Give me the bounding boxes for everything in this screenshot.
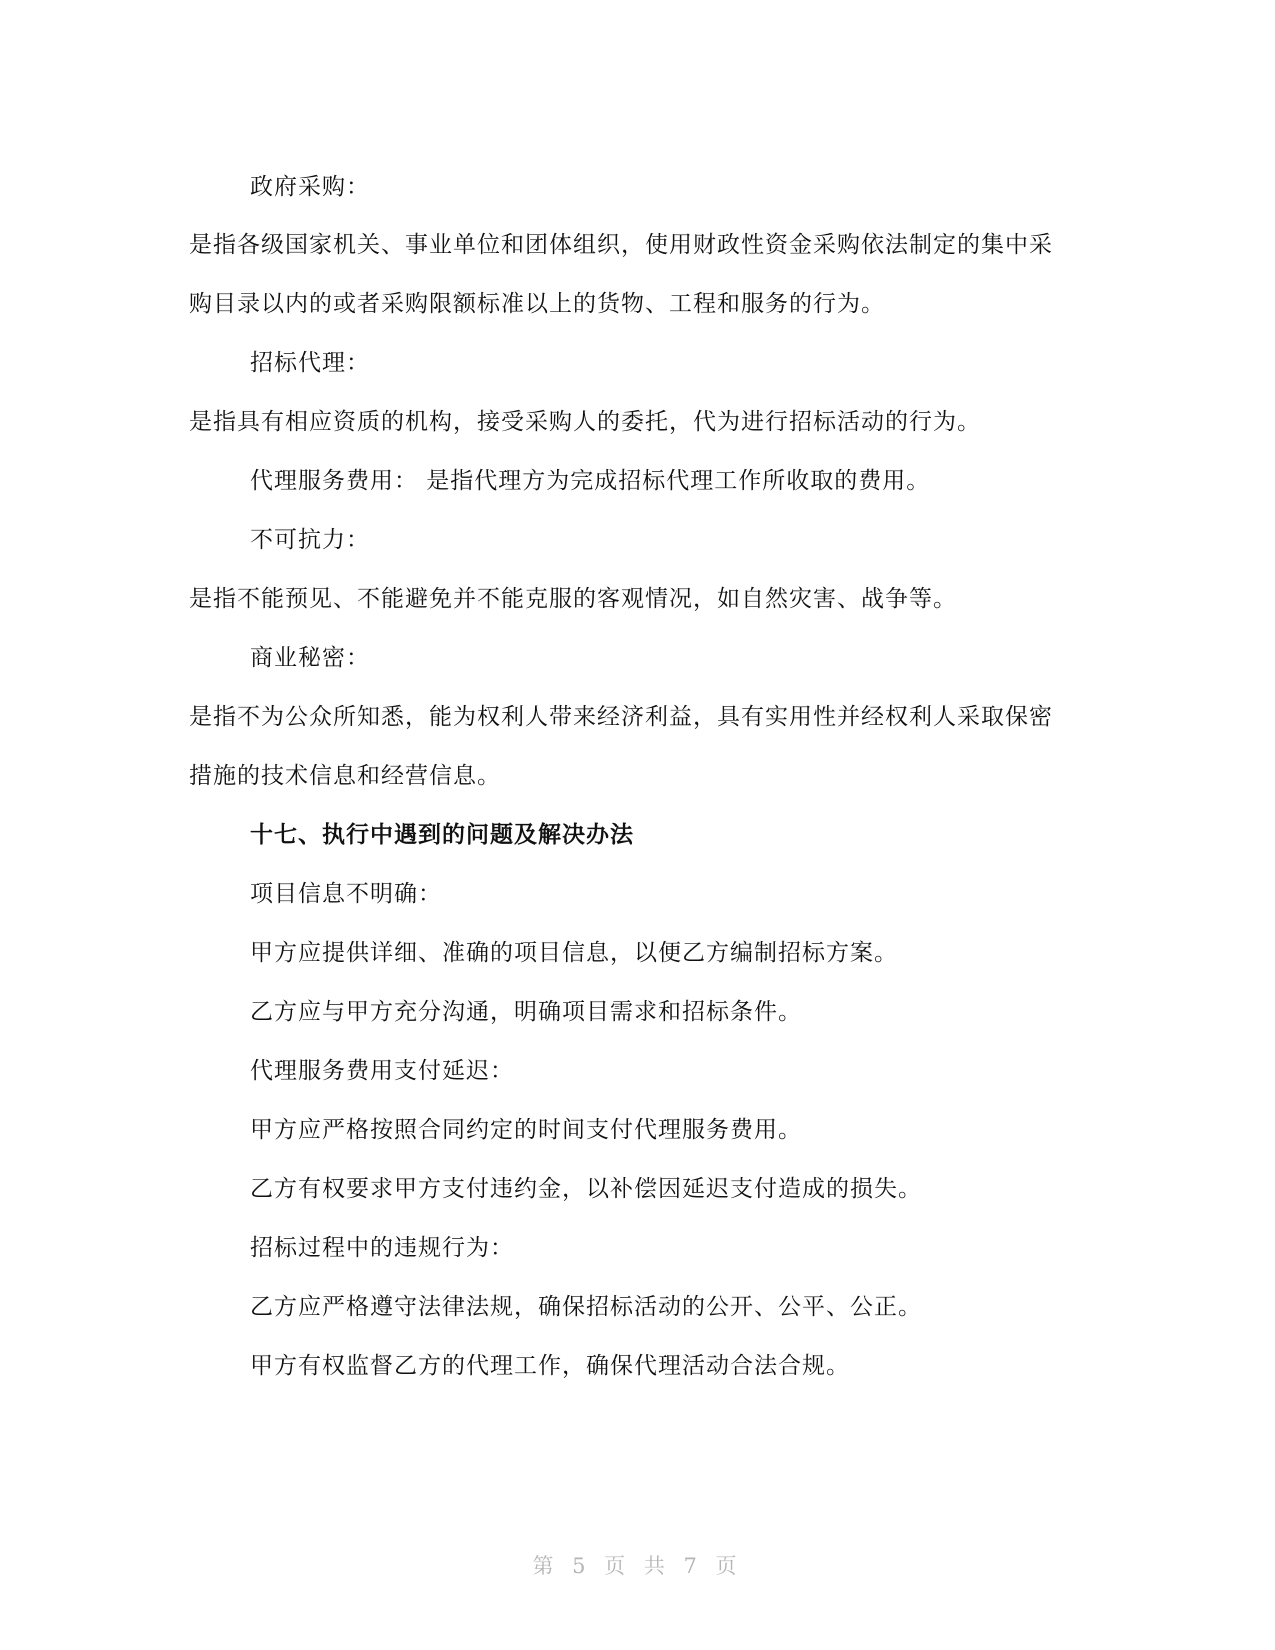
definition-line: 是指具有相应资质的机构，接受采购人的委托，代为进行招标活动的行为。 bbox=[189, 409, 981, 435]
term-heading-trade-secret: 商业秘密： bbox=[250, 645, 370, 671]
term-heading-government-procurement: 政府采购： bbox=[250, 174, 370, 200]
term-agency-service-fee: 代理服务费用： 是指代理方为完成招标代理工作所收取的费用。 bbox=[250, 468, 931, 494]
definition-line: 措施的技术信息和经营信息。 bbox=[189, 763, 501, 789]
solution-line: 甲方有权监督乙方的代理工作，确保代理活动合法合规。 bbox=[250, 1353, 850, 1379]
page-number-footer: 第 5 页 共 7 页 bbox=[532, 1554, 743, 1578]
definition-line: 是指各级国家机关、事业单位和团体组织，使用财政性资金采购依法制定的集中采 bbox=[189, 232, 1053, 258]
term-heading-tender-agency: 招标代理： bbox=[250, 350, 370, 376]
section-heading: 十七、执行中遇到的问题及解决办法 bbox=[250, 821, 634, 848]
term-heading-force-majeure: 不可抗力： bbox=[250, 527, 370, 553]
solution-line: 乙方应严格遵守法律法规，确保招标活动的公开、公平、公正。 bbox=[250, 1294, 922, 1320]
solution-line: 甲方应提供详细、准确的项目信息，以便乙方编制招标方案。 bbox=[250, 940, 898, 966]
issue-heading: 招标过程中的违规行为： bbox=[250, 1235, 514, 1261]
definition-line: 是指不为公众所知悉，能为权利人带来经济利益，具有实用性并经权利人采取保密 bbox=[189, 704, 1053, 730]
solution-line: 甲方应严格按照合同约定的时间支付代理服务费用。 bbox=[250, 1117, 802, 1143]
solution-line: 乙方有权要求甲方支付违约金，以补偿因延迟支付造成的损失。 bbox=[250, 1176, 922, 1202]
solution-line: 乙方应与甲方充分沟通，明确项目需求和招标条件。 bbox=[250, 999, 802, 1025]
issue-heading: 项目信息不明确： bbox=[250, 881, 442, 907]
definition-line: 购目录以内的或者采购限额标准以上的货物、工程和服务的行为。 bbox=[189, 291, 885, 317]
issue-heading: 代理服务费用支付延迟： bbox=[250, 1058, 514, 1084]
definition-line: 是指不能预见、不能避免并不能克服的客观情况，如自然灾害、战争等。 bbox=[189, 586, 957, 612]
